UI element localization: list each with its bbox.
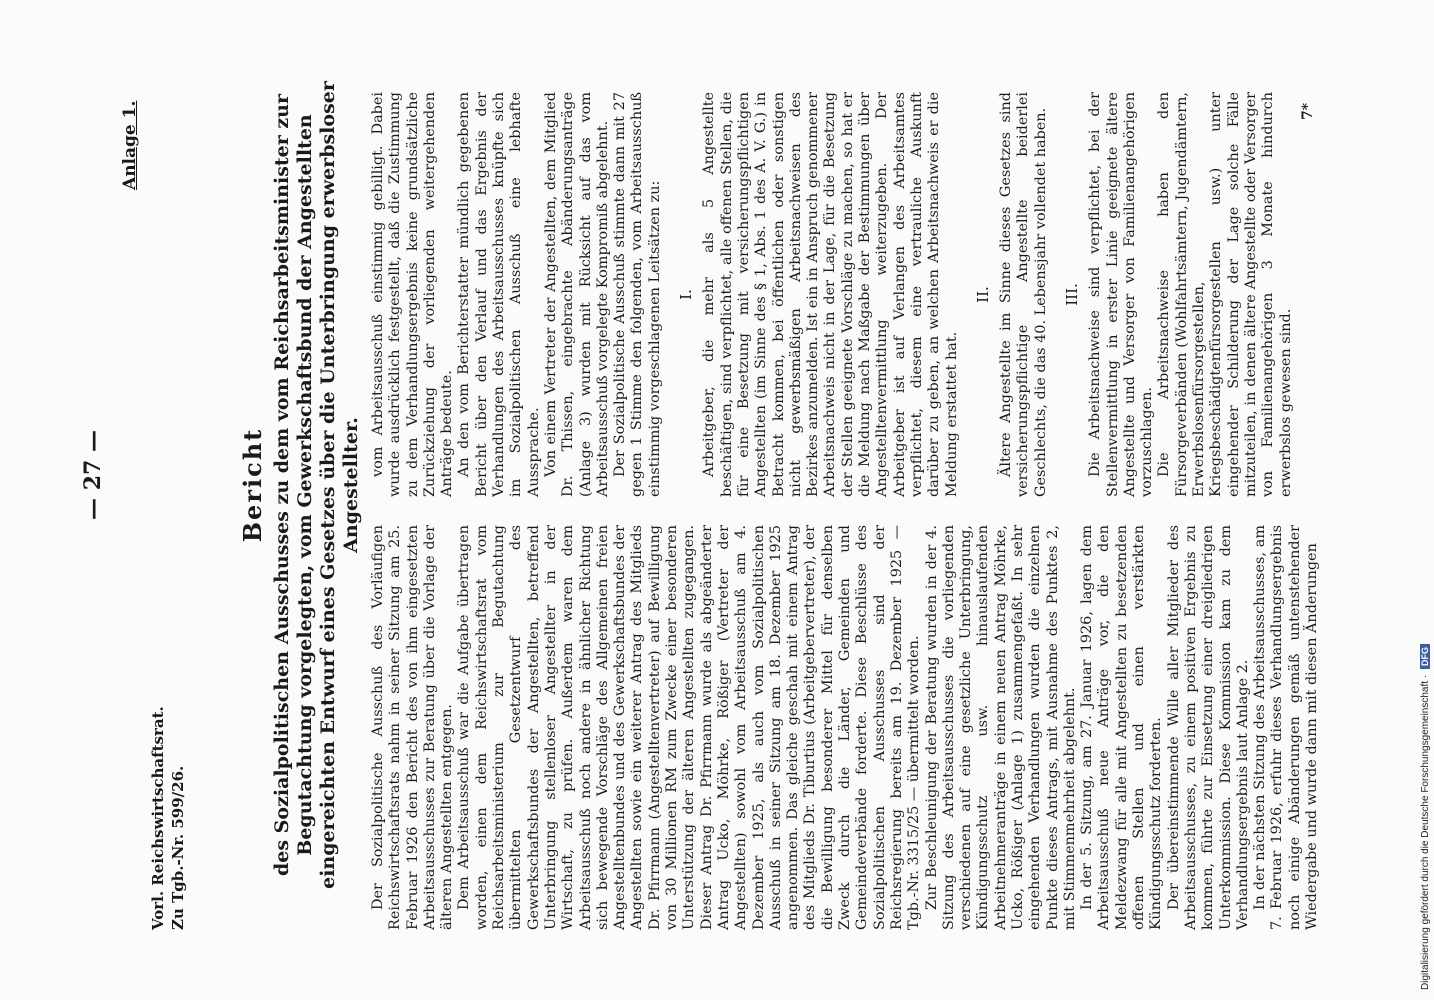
sheet-mark: 7* [1300, 102, 1316, 120]
digitization-sidebar: Digitalisierung gefördert durch die Deutsche Forschungsgemeinschaft · DFG [1420, 0, 1434, 1000]
paragraph: Die Arbeitsnachweise sind verpflichtet, bei der Stellenvermittlung in erster Linie geeignete ältere Angestellte und Versorger von Familienangehörigen vorzuschlagen. [1087, 92, 1156, 497]
paragraph: Der Sozialpolitische Ausschuß stimmte dann mit 27 gegen 1 Stimme den folgenden, vom Arbeitsausschuß einstimmig vorgeschlagenen Leitsätzen zu: [612, 92, 663, 497]
paragraph: Der übereinstimmende Wille aller Mitglieder des Arbeitsausschusses, zu einem positiven Ergebnis zu kommen, führte zur Einsetzung einer dreigliedrigen Unterkommission. Diese Kommission kam zu dem Verhandlungsergebnis laut Anlage 2. [1165, 525, 1251, 930]
section-heading: I. [677, 289, 696, 300]
report-title [238, 60, 363, 910]
paragraph: Ältere Angestellte im Sinne dieses Gesetzes sind versicherungspflichtige Angestellte beiderlei Geschlechts, die das 40. Lebensjahr vollendet haben. [998, 92, 1049, 497]
paragraph: Von einem Vertreter der Angestellten, dem Mitglied Dr. Thissen, eingebrachte Abänderungsanträge (Anlage 3) wurden mit Rücksicht auf das vom Arbeitsausschuß vorgelegte Kompromiß abgelehnt. [542, 92, 611, 497]
paragraph: Der Sozialpolitische Ausschuß des Vorläufigen Reichswirtschaftsrats nahm in seiner Sitzung am 25. Februar 1926 den Bericht des von ihm eingesetzten Arbeitsausschusses zur Beratung über die Vorlage der älteren Angestellten entgegen. [370, 525, 456, 930]
paragraph: An den vom Berichterstatter mündlich gegebenen Bericht über den Verlauf und das Ergebnis der Verhandlungen des Arbeitsausschusses knüpfte sich im Sozialpolitischen Ausschuß eine lebhafte Aussprache. [456, 92, 542, 497]
title-main: Bericht [238, 427, 267, 543]
reference-number: Zu Tgb.-Nr. 599/26. [169, 765, 187, 930]
paragraph: Die Arbeitsnachweise haben den Fürsorgeverbänden (Wohlfahrtsämtern, Jugendämtern, Erwerbslosenfürsorgestellen, Kriegsbeschädigtenfürsorgestellen usw.) unter eingehender Schilderung der Lage solche Fälle mitzuteilen, in denen ältere Angestellte oder Versorger von Familienangehörigen 3 Monate hindurch erwerbslos gewesen sind. [1156, 92, 1294, 497]
section-heading: II. [973, 286, 992, 303]
organization-name: Vorl. Reichswirtschaftsrat. [149, 706, 167, 930]
document-header [148, 706, 188, 930]
dfg-logo: DFG [1420, 644, 1430, 669]
paragraph: vom Arbeitsausschuß einstimmig gebilligt. Dabei wurde ausdrücklich festgestellt, daß die Zustimmung zu dem Verhandlungsergebnis keine grundsätzliche Zurückziehung der vorliegenden weitergehenden Anträge bedeute. [370, 92, 456, 497]
paragraph: Arbeitgeber, die mehr als 5 Angestellte beschäftigen, sind verpflichtet, alle offenen Stellen, die für eine Besetzung mit versicherungspflichtigen Angestellten (im Sinne des § 1, Abs. 1 des A. V. G.) in Betracht kommen, bei öffentlichen oder sonstigen nicht gewerbsmäßigen Arbeitsnachweisen des Bezirkes anzumelden. Ist ein in Anspruch genommener Arbeitsnachweis nicht in der Lage, für die Besetzung der Stellen geeignete Vorschläge zu machen, so hat er die Meldung nach Maßgabe der Bestimmungen über Angestelltenvermittlung weiterzugeben. Der Arbeitgeber ist auf Verlangen des Arbeitsamtes verpflichtet, diesem eine vertrauliche Auskunft darüber zu geben, an welchen Arbeitsnachweis er die Meldung erstattet hat. [701, 92, 960, 497]
paragraph: Zur Beschleunigung der Beratung wurden in der 4. Sitzung des Arbeitsausschusses die vorliegenden verschiedenen auf eine gesetzliche Unterbringung, Kündigungsschutz usw. hinauslaufenden Arbeitnehmeranträge in einem neuen Antrag Möhrke, Ucko, Rößiger (Anlage 1) zusammengefaßt. In sehr eingehenden Verhandlungen wurden die einzelnen Punkte dieses Antrags, mit Ausnahme des Punktes 2, mit Stimmenmehrheit abgelehnt. [923, 525, 1078, 930]
text-column-right [370, 92, 1295, 497]
page-number: — 27 — [80, 430, 106, 520]
annex-label: Anlage 1. [120, 100, 140, 190]
title-subtitle: des Sozialpolitischen Ausschusses zu dem vom Reichsarbeitsminister zur Begutachtung vorgelegten, vom Gewerkschaftsbund der Angestellten eingereichten Entwurf eines Gesetzes über die Unterbringung erwerbsloser Angestellter. [271, 81, 362, 889]
digitization-note: Digitalisierung gefördert durch die Deutsche Forschungsgemeinschaft [1420, 680, 1431, 990]
paragraph: In der nächsten Sitzung des Arbeitsausschusses, am 7. Februar 1926, erfuhr dieses Verhandlungsergebnis noch einige Abänderungen gemäß untenstehender Wiedergabe und wurde dann mit diesen Änderungen [1252, 525, 1321, 930]
paragraph: Dem Arbeitsausschuß war die Aufgabe übertragen worden, einen dem Reichswirtschaftsrat vom Reichsarbeitsministerium zur Begutachtung übermittelten Gesetzentwurf des Gewerkschaftsbundes der Angestellten, betreffend Unterbringung stellenloser Angestellter in der Wirtschaft, zu prüfen. Außerdem waren dem Arbeitsausschuß noch andere in ähnlicher Richtung sich bewegende Vorschläge des Allgemeinen freien Angestelltenbundes und des Gewerkschaftsbundes der Angestellten sowie ein weiterer Antrag des Mitglieds Dr. Pfirrmann (Angestelltenvertreter) auf Bewilligung von 30 Millionen RM zum Zwecke einer besonderen Unterstützung der älteren Angestellten zugegangen. Dieser Antrag Dr. Pfirrmann wurde als abgeänderter Antrag Ucko, Möhrke, Rößiger (Vertreter der Angestellten) sowohl vom Arbeitsausschuß am 4. Dezember 1925, als auch vom Sozialpolitischen Ausschuß in seiner Sitzung am 18. Dezember 1925 angenommen. Das gleiche geschah mit einem Antrag des Mitglieds Dr. Tiburtius (Arbeitgebervertreter), der die Bewilligung besonderer Mittel für denselben Zweck durch die Länder, Gemeinden und Gemeindeverbände forderte. Diese Beschlüsse des Sozialpolitischen Ausschusses sind der Reichsregierung bereits am 19. Dezember 1925 — Tgb.-Nr. 3315/25 — übermittelt worden. [456, 525, 923, 930]
paragraph: In der 5. Sitzung, am 27. Januar 1926, lagen dem Arbeitsausschuß neue Anträge vor, die den Meldezwang für alle mit Angestellten zu besetzenden offenen Stellen und einen verstärkten Kündigungsschutz forderten. [1079, 525, 1165, 930]
section-heading: III. [1062, 283, 1081, 306]
text-column-left [370, 525, 1321, 930]
